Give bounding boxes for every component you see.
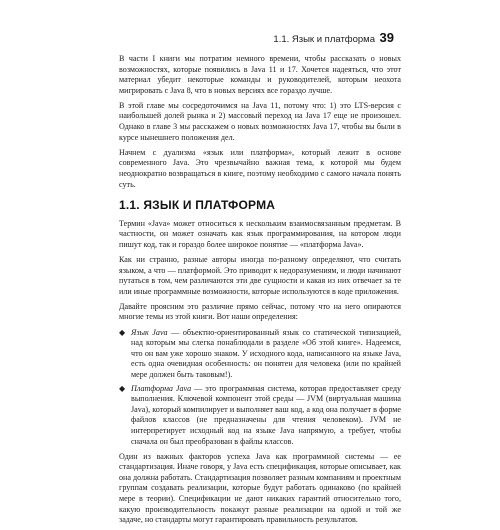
definition-text: — это программная система, которая предоставляет среду выполнения. Ключевой компонент этой среды — JVM (виртуальная машина Java), который компилирует и выполняет ваш код, а код она получает в форме файлов классов (не предназначены для чтения человеком). JVM не интерпретирует исходный код на языке Java напрямую, а требует, чтобы сначала он был преобразован в файлы классов. — [131, 383, 401, 446]
page-body — [119, 54, 401, 530]
running-head: 1.1. Язык и платформа — [273, 34, 375, 45]
intro-paragraph-1: В части I книги мы потратим немного времени, чтобы рассказать о новых возможностях, которые появились в Java 11 и 17. Хочется надеяться, что этот материал убедит некоторые команды и руководителей, которым неохота мигрировать с Java 8, что в новых версиях все гораздо лучше. — [119, 54, 401, 95]
diamond-bullet-icon: ◆ — [119, 327, 126, 337]
page-number: 39 — [379, 30, 394, 45]
section-heading: 1.1. ЯЗЫК И ПЛАТФОРМА — [119, 198, 276, 213]
definitions-list — [119, 328, 401, 448]
definition-term: Платформа Java — [131, 383, 192, 393]
definition-language — [119, 328, 401, 381]
intro-paragraph-2: В этой главе мы сосредоточимся на Java 11, потому что: 1) это LTS-версия с наибольшей долей рынка и 2) массовый переход на Java 17 еще не произошел. Однако в главе 3 мы расскажем о новых возможностях Java 17, чтобы вы были в курсе нынешнего положения дел. — [119, 100, 401, 142]
section-paragraph-1: Термин «Java» может относиться к нескольким взаимосвязанным предметам. В частности, он может означать как язык программирования, на котором люди пишут код, так и гораздо более широкое понятие — «платформа Java». — [119, 218, 401, 249]
intro-paragraph-3: Начнем с дуализма «язык или платформа», который лежит в основе современного Java. Это чрезвычайно важная тема, к которой мы будем неоднократно возвращаться в книге, поэтому необходимо с самого начала понять суть. — [119, 147, 401, 189]
section-paragraph-2: Как ни странно, разные авторы иногда по-разному определяют, что считать языком, а что — платформой. Это приводит к недоразумениям, и люди начинают путаться в том, чем различаются эти две сущности и какая из них отвечает за те или иные программные возможности, которые используются в коде приложения. — [119, 255, 401, 296]
definition-term: Язык Java — [131, 327, 168, 337]
definition-platform — [119, 384, 401, 448]
definition-text: — объектно-ориентированный язык со статической типизацией, над которым мы слегка понаблюдали в разделе «Об этой книге». Надеемся, что он вам уже хорошо знаком. У исходного кода, написанного на языке Java, есть одна очевидная особенность: он понятен для человека (или по крайней мере должен быть таковым!). — [131, 327, 401, 379]
diamond-bullet-icon: ◆ — [119, 383, 126, 393]
closing-paragraph: Один из важных факторов успеха Java как программной системы — ее стандартизация. Иначе говоря, у Java есть спецификация, которые описывает, как она должна работать. Стандартизация позволяет разным компаниям и проектным группам создавать реализации, которые будут работать одинаково (по крайней мере в теории). Спецификации не дают никаких гарантий относительно того, какую производительность покажут разные реализации на одной и той же задаче, но стандарты могут гарантировать правильность результатов. — [119, 451, 401, 525]
section-paragraph-3: Давайте проясним это различие прямо сейчас, потому что на него опираются многие темы из этой книги. Вот наши определения: — [119, 301, 401, 322]
